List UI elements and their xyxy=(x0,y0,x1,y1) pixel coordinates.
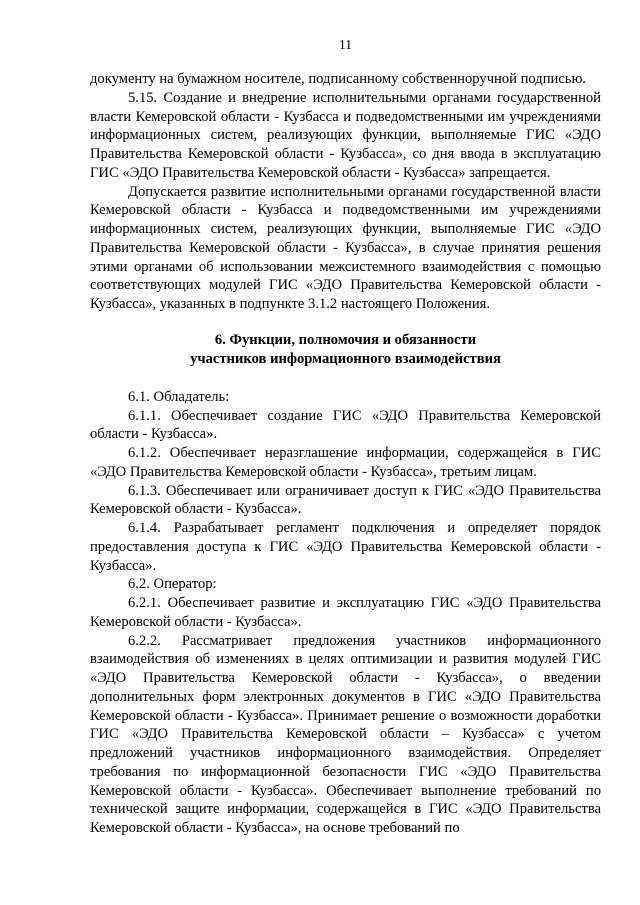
section-heading xyxy=(90,331,601,369)
paragraph-6-1-1: 6.1.1. Обеспечивает создание ГИС «ЭДО Правительства Кемеровской области - Кузбасса». xyxy=(90,407,601,443)
paragraph-6-1-4: 6.1.4. Разрабатывает регламент подключения и определяет порядок предоставления доступа к ГИС «ЭДО Правительства Кемеровской области - Кузбасса». xyxy=(90,520,601,574)
paragraph-6-2-1: 6.2.1. Обеспечивает развитие и эксплуатацию ГИС «ЭДО Правительства Кемеровской области - Кузбасса». xyxy=(90,595,601,630)
section-heading-line-1: 6. Функции, полномочия и обязанности xyxy=(214,331,477,348)
section-heading-line-2: участников информационного взаимодействия xyxy=(190,350,501,367)
paragraph-6-2: 6.2. Оператор: xyxy=(128,576,217,593)
paragraph-6-2-2: 6.2.2. Рассматривает предложения участников информационного взаимодействия об изменениях в целях оптимизации и развития модулей ГИС «ЭДО Правительства Кемеровской области - Кузбасса», о введении дополнительных форм электронных документов в ГИС «ЭДО Правительства Кемеровской области - Кузбасса». Принимает решение о возможности доработки ГИС «ЭДО Правительства Кемеровской области – Кузбасса» с учетом предложений участников информационного взаимодействия. Определяет требования по информационной безопасности ГИС «ЭДО Правительства Кемеровской области - Кузбасса». Обеспечивает выполнение требований по технической защите информации, содержащейся в ГИС «ЭДО Правительства Кемеровской области - Кузбасса», на основе требований по xyxy=(90,632,601,836)
paragraph-development-allowed: Допускается развитие исполнительными органами государственной власти Кемеровской области - Кузбасса и подведомственными им учреждениями информационных систем, реализующих функции, выполняемые ГИС «ЭДО Правительства Кемеровской области - Кузбасса», в случае принятия решения этими органами об использовании межсистемного взаимодействия с помощью соответствующих модулей ГИС «ЭДО Правительства Кемеровской области - Кузбасса», указанных в подпункте 3.1.2 настоящего Положения. xyxy=(90,183,601,312)
paragraph-6-1: 6.1. Обладатель: xyxy=(128,388,230,405)
paragraph-5-15: 5.15. Создание и внедрение исполнительными органами государственной власти Кемеровской области - Кузбасса и подведомственными им учреждениями информационных систем, реализующих функции, выполняемые ГИС «ЭДО Правительства Кемеровской области - Кузбасса», со дня ввода в эксплуатацию ГИС «ЭДО Правительства Кемеровской области - Кузбасса» запрещается. xyxy=(90,89,601,181)
paragraph-6-1-3: 6.1.3. Обеспечивает или ограничивает доступ к ГИС «ЭДО Правительства Кемеровской области - Кузбасса». xyxy=(90,482,601,518)
paragraph-continuation: документу на бумажном носителе, подписанному собственноручной подписью. xyxy=(90,71,587,87)
page-number: 11 xyxy=(339,37,352,52)
paragraph-6-1-2: 6.1.2. Обеспечивает неразглашение информации, содержащейся в ГИС «ЭДО Правительства Кемеровской области - Кузбасса», третьим лицам. xyxy=(90,445,601,480)
document-page xyxy=(90,36,601,838)
